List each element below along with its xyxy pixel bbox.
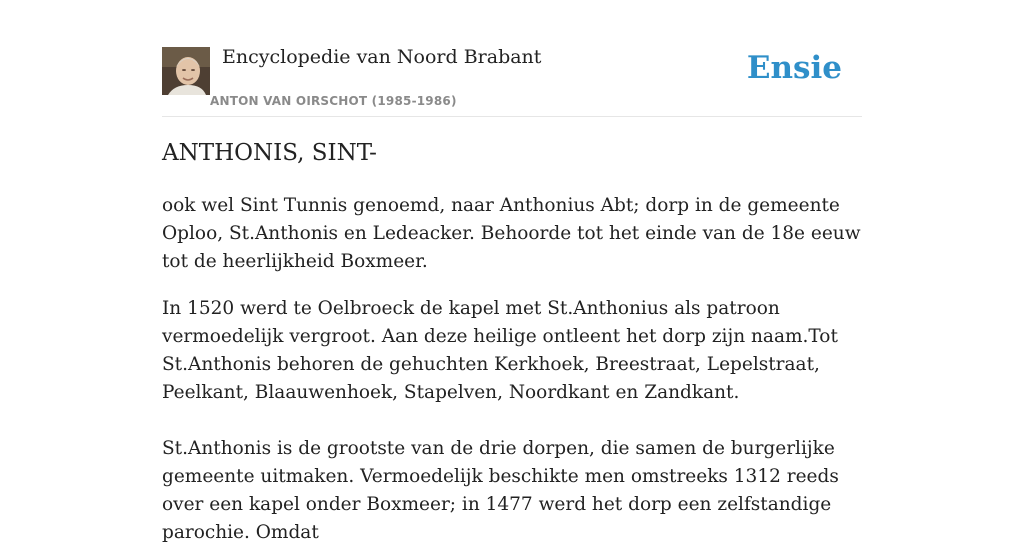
author-portrait-icon	[162, 47, 210, 95]
ensie-logo[interactable]: Ensie	[746, 50, 842, 86]
author-avatar[interactable]	[162, 47, 210, 95]
article-paragraph: St.Anthonis is de grootste van de drie dorpen, die samen de burgerlijke gemeente uitmaken. Vermoedelijk beschikte men omstreeks 1312 reeds over een kapel onder Boxmeer; in 1477 werd het dorp een zelfstandige parochie. Omdat	[162, 438, 839, 543]
publication-title[interactable]: Encyclopedie van Noord Brabant	[222, 46, 542, 68]
article-title: ANTHONIS, SINT-	[162, 140, 377, 166]
content-container	[162, 0, 862, 543]
article-paragraph: ook wel Sint Tunnis genoemd, naar Anthonius Abt; dorp in de gemeente Oploo, St.Anthonis en Ledeacker. Behoorde tot het einde van de 18e eeuw tot de heerlijkheid Boxmeer.	[162, 195, 861, 272]
header	[162, 0, 862, 117]
author-name[interactable]: ANTON VAN OIRSCHOT (1985-1986)	[210, 94, 457, 108]
article-paragraph: In 1520 werd te Oelbroeck de kapel met St.Anthonius als patroon vermoedelijk vergroot. Aan deze heilige ontleent het dorp zijn naam.Tot St.Anthonis behoren de gehuchten Kerkhoek, Breestraat, Lepelstraat, Peelkant, Blaauwenhoek, Stapelven, Noordkant en Zandkant.	[162, 298, 838, 403]
